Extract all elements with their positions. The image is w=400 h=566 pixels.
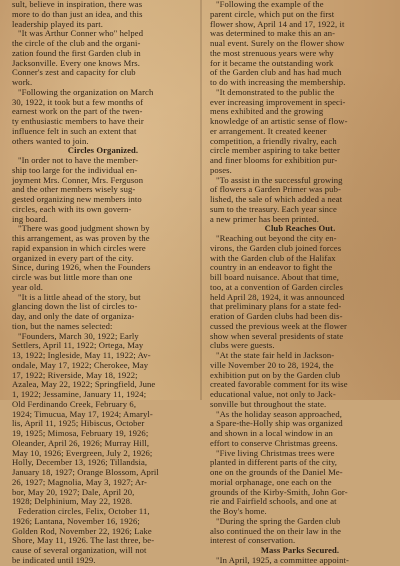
text-line: the Boy's home. (210, 506, 267, 516)
section-heading: Mass Parks Secured. (260, 545, 340, 555)
text-line: parent circle, which put on the first (210, 8, 335, 19)
text-line: that preliminary plans for a state fed- (210, 301, 342, 312)
text-line: for it became the outstanding work (210, 57, 334, 68)
text-line: "At the state fair held in Jackson- (216, 350, 335, 360)
text-line: knowledge of an artistic sense of flow- (210, 116, 348, 126)
text-line: be indicated until 1929. (12, 554, 96, 565)
text-line: of flowers a Garden Primer was pub- (210, 184, 341, 195)
text-line: cause of several organization, will not (12, 545, 147, 555)
text-line: too, at a convention of Garden circles (210, 281, 343, 292)
text-line: ville November 20 to 28, 1924, the (210, 359, 334, 370)
text-line: Since, during 1926, when the Founders (12, 262, 151, 273)
text-line: sum to the treasury. Each year since (210, 203, 337, 214)
text-line: "It demonstrated to the public the (216, 86, 335, 97)
text-line: nual event. Surely on the flower show (210, 38, 345, 48)
text-line: competition, a friendly rivalry, each (210, 135, 337, 146)
text-line: to do with increasing the membership. (210, 77, 346, 87)
text-line: sonville but throughout the state. (210, 398, 327, 409)
text-line: ing board. (12, 213, 48, 224)
text-line: eration of Garden clubs had been dis- (210, 311, 343, 321)
text-line: er arrangement. It created keener (210, 125, 327, 136)
text-line: exhibition put on by the Garden club (210, 369, 341, 380)
text-line: year old. (12, 281, 43, 292)
text-line: "Following the organization on March (18, 86, 154, 97)
text-line: "Five living Christmas trees were (216, 447, 335, 458)
text-line: mens exhibited and the growing (210, 106, 324, 117)
text-line: "During the spring the Garden club (216, 515, 341, 526)
text-line: others wanted to join. (12, 135, 89, 146)
text-line: tion, but the names selected: (12, 320, 113, 331)
text-line: leadership played its part. (12, 18, 103, 29)
text-line: of the Garden club and has had much (210, 67, 342, 78)
text-line: country in an endeavor to fight the (210, 262, 333, 273)
text-line: sult, believe in inspiration, there was (12, 0, 143, 9)
section-heading: Club Reaches Out. (264, 223, 336, 234)
text-line: influence felt in such an extent that (12, 125, 137, 136)
text-line: planted in different parts of the city, (210, 457, 338, 468)
text-line: held April 28, 1924, it was announced (210, 291, 345, 302)
text-line: educational value, not only to Jack- (210, 389, 336, 399)
text-line: Federation circles, Felix, October 11, (18, 506, 150, 516)
text-line: lis, April 11, 1925; Hibiscus, October (12, 418, 145, 429)
text-line: circles, each with its own govern- (12, 203, 132, 214)
text-line: a new primer has been printed. (210, 213, 319, 224)
text-line: created favorable comment for its wise (210, 379, 348, 390)
text-line: ondale, May 17, 1922; Cherokee, May (12, 359, 149, 370)
text-line: Oleander, April 26, 1926; Murray Hill, (12, 437, 150, 448)
text-line: 1928; Delphinium, May 22, 1928. (12, 496, 133, 507)
text-line: 30, 1922, it took but a few months of (12, 96, 144, 107)
text-line: ty enthusiastic members to have their (12, 116, 144, 126)
text-line: gested organizing new members into (12, 194, 142, 204)
text-line: more to do than just an idea, and this (12, 8, 143, 19)
text-line: 19, 1925; Mimosa, February 19, 1926; (12, 428, 149, 438)
text-line: a Spare-the-Holly ship was organized (210, 418, 343, 429)
text-line: Holly, December 13, 1926; Tillandsia, (12, 457, 148, 468)
text-line: 17, 1922; Riverside, May 18, 1922; (12, 369, 138, 380)
text-line: with the Garden club of the Halifax (210, 252, 336, 263)
text-line: interest of conservation. (210, 535, 296, 546)
text-line: Conner's zest and capacity for club (12, 67, 136, 78)
section-heading: Circles Organized. (67, 145, 139, 156)
text-line: "In April, 1925, a committee appoint- (216, 554, 349, 565)
text-line: May 10, 1926; Evergreen, July 2, 1926; (12, 447, 153, 458)
text-line: "To assist in the successful growing (216, 174, 343, 185)
text-line: circle was but little more than one (12, 272, 133, 282)
text-line: this arrangement, as was proven by the (12, 233, 150, 243)
text-line: the circle of the club and the organi- (12, 38, 141, 48)
text-line: "As the holiday season approached, (216, 408, 342, 419)
text-line: "Following the example of the (216, 0, 324, 9)
text-line: joyment Mrs. Conner, Mrs. Ferguson (12, 174, 144, 185)
right-column (210, 0, 390, 565)
text-line: ship too large for the individual en- (12, 164, 138, 175)
text-line: also continued the on their law in the (210, 525, 342, 536)
text-line: "It was Arthur Conner who" helped (18, 28, 144, 39)
text-line: "Reaching out beyond the city en- (216, 233, 337, 243)
text-line: 1926; Lantana, November 16, 1926; (12, 515, 140, 526)
text-line: "There was good judgment shown by (18, 223, 150, 234)
text-line: was determined to make this an an- (210, 28, 336, 39)
text-line: the most strenuous years were why (210, 47, 334, 58)
text-line: circle member aspiring to take better (210, 145, 340, 156)
text-line: "In order not to have the member- (18, 155, 139, 165)
text-line: poses. (210, 164, 232, 175)
text-line: and shown in a local window in an (210, 428, 333, 438)
text-line: virons, the Garden club joined forces (210, 242, 342, 253)
text-line: 1924; Timucua, May 17, 1924; Amaryl- (12, 408, 153, 419)
text-line: Azalea, May 22, 1922; Springfield, June (12, 379, 156, 390)
text-line: and the other members wisely sug- (12, 184, 136, 195)
text-line: bor, May 20, 1927; Dale, April 20, (12, 486, 135, 497)
text-line: Settlers, April 11, 1922; Ortega, May (12, 340, 144, 351)
text-line: 13, 1922; Ingleside, May 11, 1922; Av- (12, 350, 151, 360)
text-line: bill board nuisance. About that time, (210, 272, 340, 282)
text-line: Shore, May 11, 1926. The last three, be- (12, 535, 155, 546)
text-line: "It is a little ahead of the story, but (18, 291, 141, 302)
text-line: cussed the previous week at the flower (210, 320, 347, 331)
text-line: and finer blooms for exhibition pur- (210, 155, 338, 165)
text-line: rapid expansion in which circles were (12, 242, 146, 253)
text-line: Golden Rod, November 22, 1926; Lake (12, 525, 152, 536)
text-line: day, and only the date of organiza- (12, 311, 135, 321)
text-line: 1, 1922; Jessamine, January 11, 1924; (12, 389, 147, 399)
text-line: show when several presidents of state (210, 330, 344, 341)
text-line: "Founders, March 30, 1922; Early (18, 330, 139, 341)
text-line: 26, 1927; Magnolia, May 3, 1927; Ar- (12, 476, 147, 487)
text-line: organized in every part of the city. (12, 252, 134, 263)
column-divider (200, 0, 202, 400)
text-line: clubs were guests. (210, 340, 275, 351)
text-line: one on the grounds of the Daniel Me- (210, 467, 343, 477)
text-line: lished, the sale of which added a neat (210, 194, 343, 204)
left-column (12, 0, 194, 565)
text-line: zation found the first Garden club in (12, 47, 141, 58)
text-line: effort to conserve Christmas greens. (210, 437, 338, 448)
text-line: ever increasing improvement in speci- (210, 96, 346, 107)
text-line: morial orphanage, one each on the (210, 476, 332, 487)
text-line: work. (12, 77, 33, 87)
text-line: earnest work on the part of the twen- (12, 106, 143, 117)
text-line: Jacksonville. Every one knows Mrs. (12, 57, 140, 68)
text-line: Old Ferdinando Creek, February 6, (12, 398, 137, 409)
text-line: grounds of the Kirby-Smith, John Gor- (210, 486, 348, 497)
text-line: rie and Fairfield schools, and one at (210, 496, 337, 507)
text-line: flower show, April 14 and 17, 1922, it (210, 18, 345, 29)
text-line: January 18, 1927; Orange Blossom, April (12, 467, 159, 477)
text-line: glancing down the list of circles to- (12, 301, 138, 312)
